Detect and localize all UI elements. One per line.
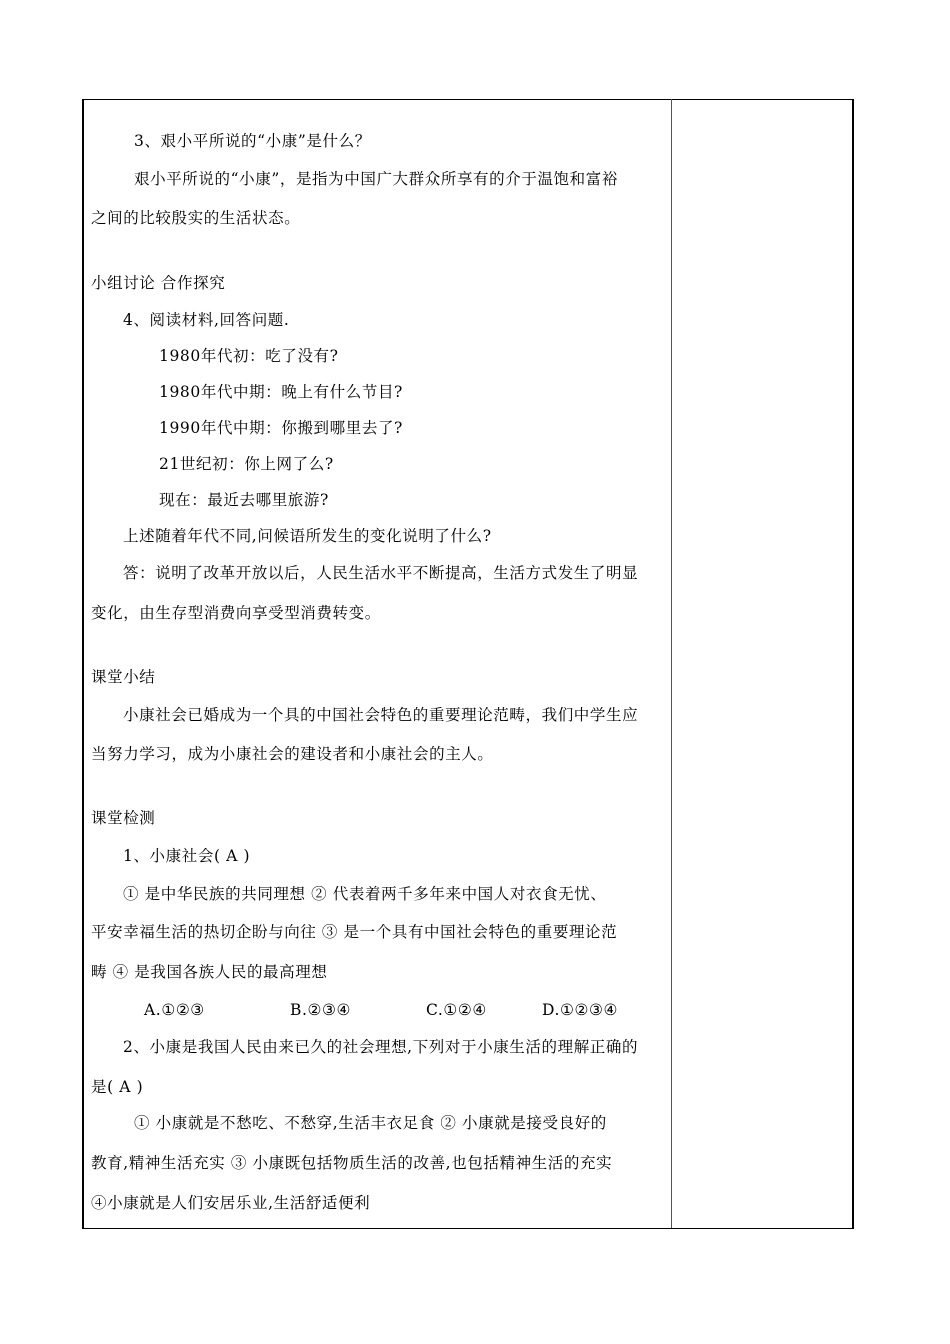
summary-line-2: 当努力学习，成为小康社会的建设者和小康社会的主人。 bbox=[91, 745, 494, 763]
test-1-option-line-2: 平安幸福生活的热切企盼与向往 ③ 是一个具有中国社会特色的重要理论范 bbox=[91, 923, 618, 941]
answer-4-line-2: 变化，由生存型消费向享受型消费转变。 bbox=[91, 604, 381, 622]
question-3: 3、艰小平所说的“小康”是什么？ bbox=[134, 132, 371, 150]
material-line-4: 21世纪初：你上网了么? bbox=[159, 455, 334, 473]
material-line-2: 1980年代中期：晚上有什么节目? bbox=[159, 383, 403, 401]
table-right-border bbox=[852, 99, 854, 1229]
test-question-1: 1、小康社会( A ) bbox=[123, 847, 251, 865]
material-line-5: 现在：最近去哪里旅游? bbox=[159, 491, 329, 509]
test-2-option-line-2: 教育,精神生活充实 ③ 小康既包括物质生活的改善,也包括精神生活的充实 bbox=[91, 1154, 613, 1172]
material-line-1: 1980年代初：吃了没有? bbox=[159, 347, 339, 365]
test-1-choice-c: C.①②④ bbox=[426, 1001, 487, 1019]
question-4-prompt: 上述随着年代不同,问候语所发生的变化说明了什么? bbox=[123, 527, 492, 545]
test-question-2-line-1: 2、小康是我国人民由来已久的社会理想,下列对于小康生活的理解正确的 bbox=[123, 1038, 639, 1056]
test-2-option-line-1: ① 小康就是不愁吃、不愁穿,生活丰衣足食 ② 小康就是接受良好的 bbox=[134, 1114, 607, 1132]
table-top-border bbox=[82, 99, 854, 100]
test-1-choice-b: B.②③④ bbox=[290, 1001, 352, 1019]
test-1-option-line-3: 畴 ④ 是我国各族人民的最高理想 bbox=[91, 963, 328, 981]
question-4: 4、阅读材料,回答问题. bbox=[123, 311, 290, 329]
section-heading-test: 课堂检测 bbox=[91, 809, 156, 827]
answer-4-line-1: 答：说明了改革开放以后，人民生活水平不断提高，生活方式发生了明显 bbox=[123, 564, 639, 582]
section-heading-summary: 课堂小结 bbox=[91, 668, 156, 686]
summary-line-1: 小康社会已婚成为一个具的中国社会特色的重要理论范畴，我们中学生应 bbox=[123, 706, 639, 724]
column-divider bbox=[671, 99, 672, 1229]
section-heading-discussion: 小组讨论 合作探究 bbox=[91, 274, 226, 292]
answer-3-line-1: 艰小平所说的“小康”，是指为中国广大群众所享有的介于温饱和富裕 bbox=[134, 170, 618, 188]
test-2-option-line-3: ④小康就是人们安居乐业,生活舒适便利 bbox=[91, 1194, 371, 1212]
test-1-choice-d: D.①②③④ bbox=[542, 1001, 618, 1019]
table-bottom-border bbox=[82, 1228, 854, 1229]
table-left-border bbox=[82, 99, 84, 1229]
material-line-3: 1990年代中期：你搬到哪里去了? bbox=[159, 419, 403, 437]
test-question-2-line-2: 是( A ) bbox=[91, 1078, 144, 1096]
answer-3-line-2: 之间的比较殷实的生活状态。 bbox=[91, 209, 301, 227]
lesson-table bbox=[82, 99, 854, 1229]
test-1-choice-a: A.①②③ bbox=[144, 1001, 205, 1019]
test-1-option-line-1: ① 是中华民族的共同理想 ② 代表着两千多年来中国人对衣食无忧、 bbox=[123, 885, 607, 903]
